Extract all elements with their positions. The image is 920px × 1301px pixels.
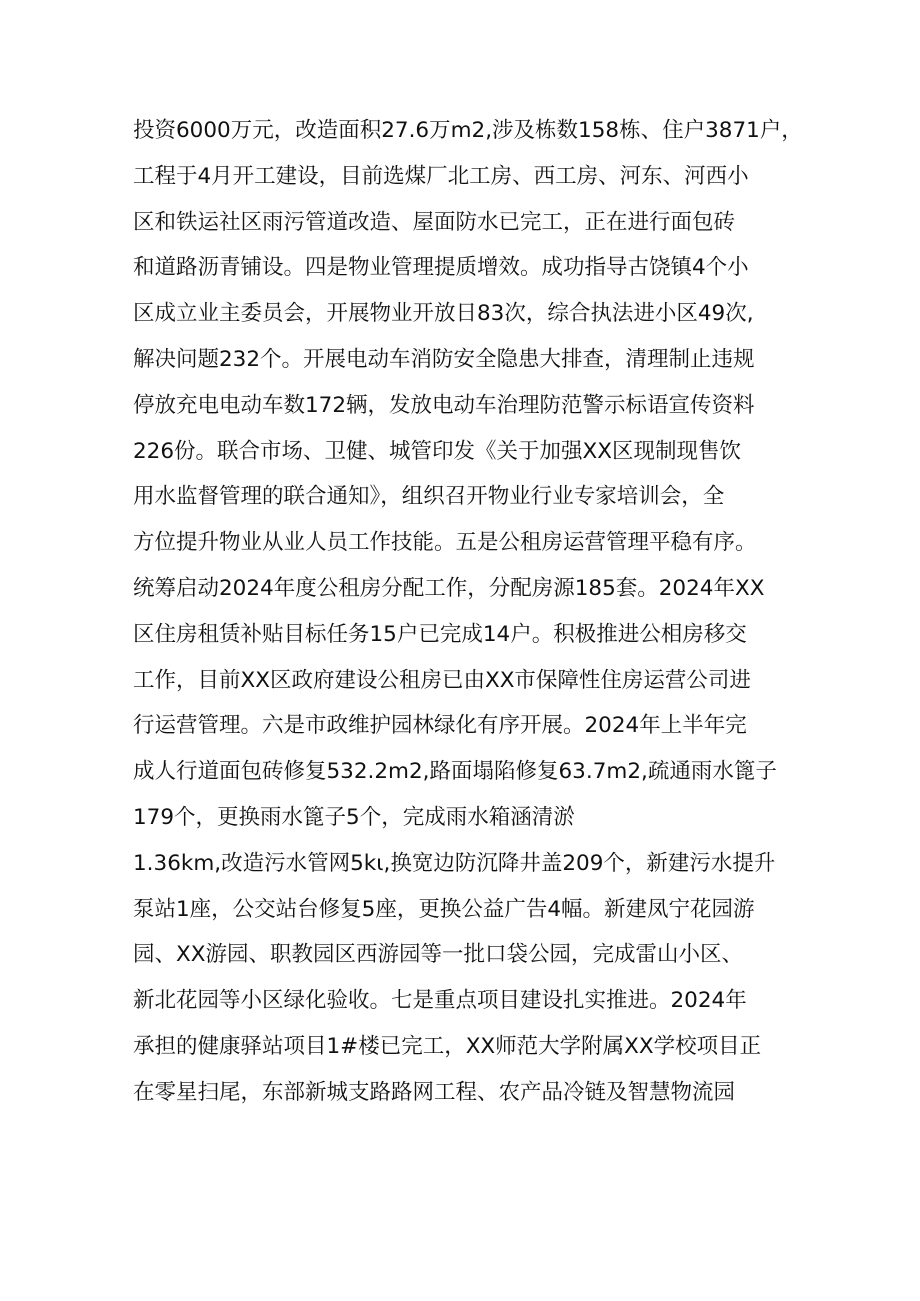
text-line-5: 区成立业主委员会，开展物业开放日83次，综合执法进小区49次, <box>133 301 754 327</box>
text-line-22: 在零星扫尾，东部新城支路路网工程、农产品冷链及智慧物流园 <box>133 1079 736 1105</box>
text-line-2: 工程于4月开工建设，目前选煤厂北工房、西工房、河东、河西小 <box>133 163 749 189</box>
text-line-11: 统筹启动2024年度公租房分配工作，分配房源185套。2024年XX <box>133 575 765 601</box>
text-line-16: 179个，更换雨水篦子5个，完成雨水箱涵清淤 <box>133 804 575 830</box>
text-line-15: 成人行道面包砖修复532.2m2,路面塌陷修复63.7m2,疏通雨水篦子 <box>133 759 777 785</box>
text-line-20: 新北花园等小区绿化验收。七是重点项目建设扎实推进。2024年 <box>133 988 747 1014</box>
text-line-4: 和道路沥青铺设。四是物业管理提质增效。成功指导古饶镇4个小 <box>133 255 749 281</box>
body-text <box>133 108 803 1116</box>
text-line-18: 泵站1座，公交站台修复5座，更换公益广告4幅。新建凤宁花园游 <box>133 896 755 922</box>
text-line-14: 行运营管理。六是市政维护园林绿化有序开展。2024年上半年完 <box>133 713 747 739</box>
text-line-10: 方位提升物业从业人员工作技能。五是公租房运营管理平稳有序。 <box>133 530 757 556</box>
text-line-12: 区住房租赁补贴目标任务15户已完成14户。积极推进公相房移交 <box>133 621 747 647</box>
text-line-8: 226份。联合市场、卫健、城管印发《关于加强XX区现制现售饮 <box>133 438 741 464</box>
text-line-3: 区和铁运社区雨污管道改造、屋面防水已完工，正在进行面包砖 <box>133 209 736 235</box>
text-line-17: 1.36km,改造污水管网5kι,换宽边防沉降井盖209个，新建污水提升 <box>133 850 776 876</box>
text-line-9: 用水监督管理的联合通知》，组织召开物业行业专家培训会，全 <box>133 484 725 510</box>
text-line-7: 停放充电电动车数172辆，发放电动车治理防范警示标语宣传资料 <box>133 392 755 418</box>
text-line-21: 承担的健康驿站项目1#楼已完工，XX师范大学附属XX学校项目正 <box>133 1033 762 1059</box>
text-line-13: 工作，目前XX区政府建设公租房已由XX市保障性住房运营公司进 <box>133 667 751 693</box>
text-line-1: 投资6000万元，改造面积27.6万m2,涉及栋数158栋、住户3871户， <box>133 118 803 143</box>
text-line-19: 园、XX游园、职教园区西游园等一批口袋公园，完成雷山小区、 <box>133 942 743 968</box>
text-line-6: 解决问题232个。开展电动车消防安全隐患大排查，清理制止违规 <box>133 346 755 372</box>
